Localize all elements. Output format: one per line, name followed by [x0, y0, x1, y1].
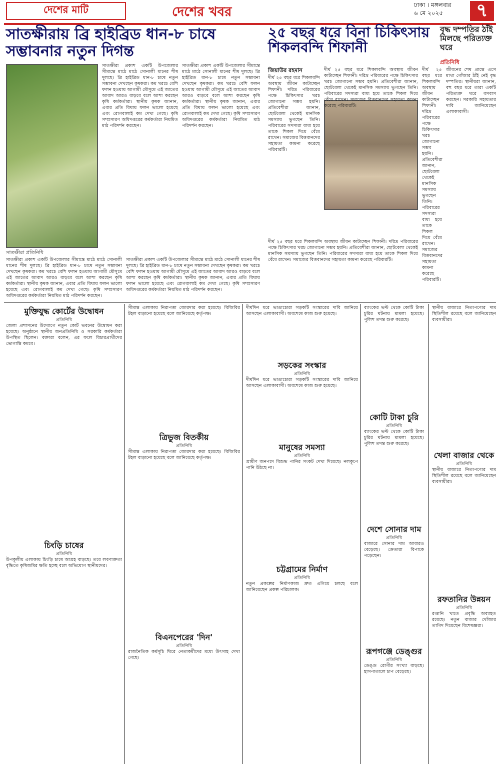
date-day: ঢাকা । মঙ্গলবার — [414, 2, 452, 9]
masthead — [0, 0, 500, 22]
headline-s8: দেশে সোনার দাম — [366, 525, 422, 534]
body-s1: জেলা প্রশাসনের উদ্যোগে নতুন কোর্ট ভবনের উদ্বোধন করা হয়েছে। অনুষ্ঠানে স্থানীয় জনপ্রতিনিধি ও সরকারি কর্মকর্তারা উপস্থিত ছিলেন। বক্তারা বলেন, এর ফলে বিচারপ্রার্থীদের ভোগান্তি কমবে। — [6, 324, 122, 347]
body-s4-top: দীর্ঘদিন ধরে ভাঙাচোরা সড়কটি সংস্কারের দাবি জানিয়ে আসছেন এলাকাবাসী। অবশেষে কাজ শুরু হয়েছে। — [246, 306, 358, 317]
shifani-body-col4: দীর্ঘ ২৫ বছর ধরে শিকলবন্দি অবস্থায় জীবন কাটাচ্ছেন শিফানী। দরিদ্র পরিবারের পক্ষে চিকিৎসার খরচ জোগানো সম্ভব হয়নি। প্রতিবেশীরা জানান, ছোটবেলা থেকেই মানসিক সমস্যায় ভুগছেন তিনি। পরিবারের সদস্যরা বাধ্য হয়ে তাকে শিকল দিয়ে বেঁধে রাখেন। সমাজের বিত্তবানদের সহায়তা কামনা করেছে পরিবারটি। — [422, 68, 443, 283]
section-divider — [4, 302, 496, 303]
date-full: ৬ মে ২০২৫ — [414, 10, 444, 17]
byline-s1: প্রতিনিধি — [55, 318, 73, 323]
elderly-body: জীবনের শেষ প্রান্তে এসে মাথা গোঁজার ঠাঁই নেই বৃদ্ধ দম্পতির। স্থানীয়রা জানান, বহু বছর ধরে তারা একটি পরিত্যক্ত ঘরে বসবাস করছেন। সরকারি সহায়তার দাবি জানিয়েছেন এলাকাবাসী। — [446, 68, 496, 115]
body-s11: রপ্তানি খাতে প্রবৃদ্ধি অব্যাহত রয়েছে। নতুন বাজার খোঁজার তাগিদ দিয়েছেন বিশেষজ্ঞরা। — [432, 612, 496, 629]
headline-s9: রূপগঞ্জে ডেঙ্গুর — [366, 647, 422, 656]
section-title-left: দেশের মাটি — [6, 2, 126, 20]
body-s3: সীমান্ত এলাকায় নিরাপত্তা জোরদার করা হয়েছে। বিজিবির টহল বাড়ানো হয়েছে বলে জানিয়েছে কর্তৃপক্ষ। — [128, 450, 240, 461]
rice-body-col4: সাতক্ষীরা প্রকাশ একটি উপজেলার সীমান্তে মাঠে মাঠে সোনালী ধানের শীষ দুলছে। ব্রি হাইব্রিড ধান-৮ চাষে নতুন সম্ভাবনা দেখছেন কৃষকরা। কম খরচে বেশি ফলন হওয়ায় আগামী মৌসুমে এই জাতের আবাদ আরও বাড়বে বলে আশা করছেন কৃষি কর্মকর্তারা। স্থানীয় কৃষক জানান, এবার প্রতি বিঘায় ফলন ভালো হয়েছে এবং রোগবালাই কম দেখা গেছে। কৃষি সম্প্রসারণ অধিদপ্তরের কর্মকর্তারা নিয়মিত মাঠ পরিদর্শন করছেন। — [126, 258, 260, 293]
body-s3-top: সীমান্ত এলাকায় নিরাপত্তা জোরদার করা হয়েছে। বিজিবির টহল বাড়ানো হয়েছে বলে জানিয়েছে কর্তৃপক্ষ। — [128, 306, 240, 317]
shifani-body-col3: দীর্ঘ ২৫ বছর ধরে শিকলবন্দি অবস্থায় জীবন কাটাচ্ছেন শিফানী। দরিদ্র পরিবারের পক্ষে চিকিৎসার খরচ জোগানো সম্ভব হয়নি। প্রতিবেশীরা জানান, ছোটবেলা থেকেই মানসিক সমস্যায় ভুগছেন তিনি। পরিবারের সদস্যরা বাধ্য হয়ে তাকে শিকল দিয়ে বেঁধে রাখেন। সমাজের বিত্তবানদের সহায়তা কামনা করেছে পরিবারটি। — [268, 240, 418, 263]
rice-body-col1: সাতক্ষীরা প্রকাশ একটি উপজেলার সীমান্তে মাঠে মাঠে সোনালী ধানের শীষ দুলছে। ব্রি হাইব্রিড ধান-৮ চাষে নতুন সম্ভাবনা দেখছেন কৃষকরা। কম খরচে বেশি ফলন হওয়ায় আগামী মৌসুমে এই জাতের আবাদ আরও বাড়বে বলে আশা করছেন কৃষি কর্মকর্তারা। স্থানীয় কৃষক জানান, এবার প্রতি বিঘায় ফলন ভালো হয়েছে এবং রোগবালাই কম দেখা গেছে। কৃষি সম্প্রসারণ অধিদপ্তরের কর্মকর্তারা নিয়মিত মাঠ পরিদর্শন করছেন। — [102, 64, 178, 129]
headline-s6: চট্টগ্রামের নির্মাণ — [276, 565, 328, 574]
col-divider-4 — [428, 304, 429, 764]
col-divider-1 — [124, 304, 125, 764]
headline-s5: মানুষের সমস্যা — [279, 443, 325, 452]
byline-s8: প্রতিনিধি — [385, 536, 403, 541]
headline-s12: বিএনপেরের 'দিন' — [155, 633, 213, 642]
headline-s3: ত্রিভুজ বিতর্কীয় — [159, 433, 209, 442]
byline-s6: প্রতিনিধি — [293, 576, 311, 581]
shifani-photo — [324, 100, 418, 210]
byline-s7: প্রতিনিধি — [385, 424, 403, 429]
byline-s5: প্রতিনিধি — [293, 454, 311, 459]
byline-s10: প্রতিনিধি — [455, 462, 473, 467]
shifani-body-col1: দীর্ঘ ২৫ বছর ধরে শিকলবন্দি অবস্থায় জীবন কাটাচ্ছেন শিফানী। দরিদ্র পরিবারের পক্ষে চিকিৎসার খরচ জোগানো সম্ভব হয়নি। প্রতিবেশীরা জানান, ছোটবেলা থেকেই মানসিক সমস্যায় ভুগছেন তিনি। পরিবারের সদস্যরা বাধ্য হয়ে তাকে শিকল দিয়ে বেঁধে রাখেন। সমাজের বিত্তবানদের সহায়তা কামনা করেছে পরিবারটি। — [268, 76, 320, 153]
headline-s7: কোটি টাকা চুরি — [369, 413, 419, 422]
body-s5: গ্রামীণ জনপদে বিশুদ্ধ পানির সংকট দেখা দিয়েছে। নলকূপে পানি উঠছে না। — [246, 460, 358, 471]
rice-body-col2: সাতক্ষীরা প্রকাশ একটি উপজেলার সীমান্তে মাঠে মাঠে সোনালী ধানের শীষ দুলছে। ব্রি হাইব্রিড ধান-৮ চাষে নতুন সম্ভাবনা দেখছেন কৃষকরা। কম খরচে বেশি ফলন হওয়ায় আগামী মৌসুমে এই জাতের আবাদ আরও বাড়বে বলে আশা করছেন কৃষি কর্মকর্তারা। স্থানীয় কৃষক জানান, এবার প্রতি বিঘায় ফলন ভালো হয়েছে এবং রোগবালাই কম দেখা গেছে। কৃষি সম্প্রসারণ অধিদপ্তরের কর্মকর্তারা নিয়মিত মাঠ পরিদর্শন করছেন। — [182, 64, 260, 129]
body-s9: ডেঙ্গু রোগীর সংখ্যা বাড়ছে। হাসপাতালে চাপ বেড়েছে। — [364, 664, 424, 675]
body-s2: উপকূলীয় এলাকায় চিংড়ি চাষে আগ্রহ বাড়ছে। তবে লবণাক্ততা বৃদ্ধিতে কৃষিজমির ক্ষতি হচ্ছে বলে অভিযোগ স্থানীয়দের। — [6, 558, 122, 569]
body-s7: ব্যাংকের ভল্ট থেকে কোটি টাকা চুরির ঘটনায় মামলা হয়েছে। পুলিশ তদন্ত শুরু করেছে। — [364, 430, 424, 447]
shifani-body-col2: দীর্ঘ ২৫ বছর ধরে শিকলবন্দি অবস্থায় জীবন কাটাচ্ছেন শিফানী। দরিদ্র পরিবারের পক্ষে চিকিৎসার খরচ জোগানো সম্ভব হয়নি। প্রতিবেশীরা জানান, ছোটবেলা থেকেই মানসিক সমস্যায় ভুগছেন তিনি। পরিবারের সদস্যরা বাধ্য হয়ে তাকে শিকল দিয়ে বেঁধে রাখেন। সমাজের বিত্তবানদের সহায়তা কামনা করেছে পরিবারটি। — [324, 68, 418, 109]
headline-s10: খেলা বাজার থেকে — [433, 451, 495, 460]
byline-s11: প্রতিনিধি — [455, 606, 473, 611]
byline-s9: প্রতিনিধি — [385, 658, 403, 663]
body-s6: নতুন প্রকল্পের নির্মাণকাজ দ্রুত এগিয়ে চলছে বলে জানিয়েছেন প্রকল্প পরিচালক। — [246, 582, 358, 593]
byline-shifani: জিয়াউর রহমান — [268, 68, 303, 74]
rice-body-col3: সাতক্ষীরা প্রকাশ একটি উপজেলার সীমান্তে মাঠে মাঠে সোনালী ধানের শীষ দুলছে। ব্রি হাইব্রিড ধান-৮ চাষে নতুন সম্ভাবনা দেখছেন কৃষকরা। কম খরচে বেশি ফলন হওয়ায় আগামী মৌসুমে এই জাতের আবাদ আরও বাড়বে বলে আশা করছেন কৃষি কর্মকর্তারা। স্থানীয় কৃষক জানান, এবার প্রতি বিঘায় ফলন ভালো হয়েছে এবং রোগবালাই কম দেখা গেছে। কৃষি সম্প্রসারণ অধিদপ্তরের কর্মকর্তারা নিয়মিত মাঠ পরিদর্শন করছেন। — [6, 258, 122, 299]
rice-photo-caption: সাতক্ষীরা প্রতিনিধি — [6, 250, 44, 256]
rice-field-photo — [6, 64, 98, 248]
col-divider-2 — [242, 304, 243, 764]
body-s8: বাজারে সোনার দাম আবারও বেড়েছে। ক্রেতারা বিপাকে পড়েছেন। — [364, 542, 424, 559]
byline-s12: প্রতিনিধি — [175, 644, 193, 649]
byline-s2: প্রতিনিধি — [55, 552, 73, 557]
body-s7-top: ব্যাংকের ভল্ট থেকে কোটি টাকা চুরির ঘটনায় মামলা হয়েছে। পুলিশ তদন্ত শুরু করেছে। — [364, 306, 424, 323]
body-s10-top: স্থানীয় বাজারে নিত্যপণ্যের দাম স্থিতিশীল রয়েছে বলে জানিয়েছেন ব্যবসায়ীরা। — [432, 306, 496, 323]
headline-shifani: ২৫ বছর ধরে বিনা চিকিৎসায় শিকলবন্দি শিফানী — [268, 25, 430, 57]
byline-elderly: প্রতিনিধি — [440, 60, 460, 66]
body-s12: রাজনৈতিক কর্মসূচি ঘিরে নেতাকর্মীদের মধ্যে উৎসাহ দেখা গেছে। — [128, 650, 240, 661]
headline-s4: সড়কের সংস্কার — [277, 361, 327, 370]
headline-s1: মুক্তিযুদ্ধ কোর্টের উদ্বোধন — [24, 307, 104, 316]
date-line — [414, 2, 451, 18]
headline-elderly-couple: বৃদ্ধ দম্পতির ঠাঁই মিলছে পরিত্যক্ত ঘরে — [440, 25, 493, 52]
byline-s3: প্রতিনিধি — [175, 444, 193, 449]
body-s4: দীর্ঘদিন ধরে ভাঙাচোরা সড়কটি সংস্কারের দাবি জানিয়ে আসছেন এলাকাবাসী। অবশেষে কাজ শুরু হয়েছে। — [246, 378, 358, 389]
col-divider-3 — [360, 304, 361, 764]
page-number: ৭ — [470, 1, 494, 21]
section-title-center: দেশের খবর — [172, 5, 232, 20]
body-s10: স্থানীয় বাজারে নিত্যপণ্যের দাম স্থিতিশীল রয়েছে বলে জানিয়েছেন ব্যবসায়ীরা। — [432, 468, 496, 485]
headline-s11: রফতানির উন্নয়ন — [437, 595, 491, 604]
headline-s2: চিংড়ি চাষের — [44, 541, 84, 550]
byline-s4: প্রতিনিধি — [293, 372, 311, 377]
headline-rice: সাতক্ষীরায় ব্রি হাইব্রিড ধান-৮ চাষে সম্ভাবনার নতুন দিগন্ত — [6, 25, 216, 60]
